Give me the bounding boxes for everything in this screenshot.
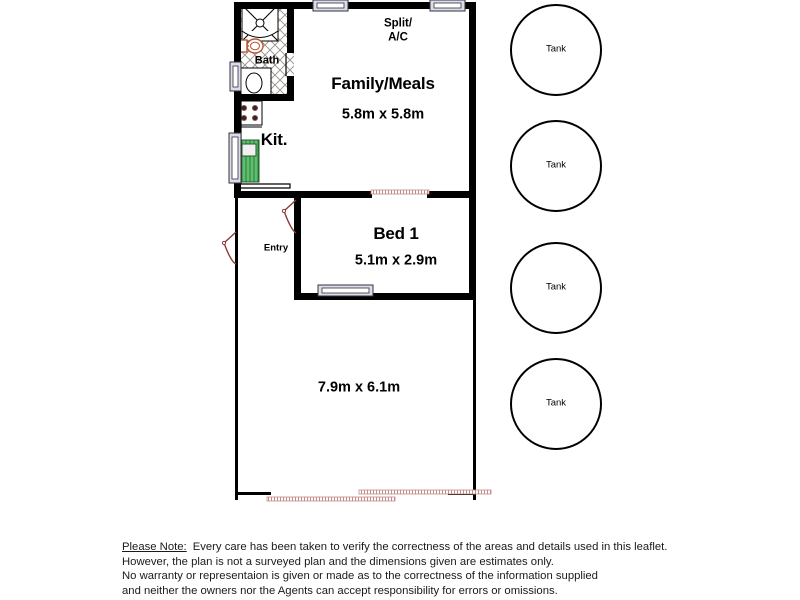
shower-fixture [242, 5, 278, 41]
room-dimension-family-meals: 5.8m x 5.8m [341, 106, 425, 123]
tank-label-1: Tank [545, 43, 567, 55]
room-label-bed-1: Bed 1 [373, 224, 419, 244]
split-ac-line-1: Split/ [383, 17, 413, 30]
tank-label-3: Tank [545, 281, 567, 293]
toilet-fixture [240, 39, 263, 53]
disclaimer-line-2: However, the plan is not a surveyed plan and the dimensions given are estimates only. [122, 555, 554, 568]
water-tanks [511, 5, 601, 449]
disclaimer-line-4: and neither the owners nor the Agents can accept responsibility for errors or omissions. [122, 584, 558, 597]
room-label-bath: Bath [254, 54, 280, 67]
split-ac-label [384, 17, 412, 46]
entry-front-door [222, 232, 236, 264]
room-label-family-meals: Family/Meals [331, 74, 435, 94]
room-label-entry: Entry [263, 242, 289, 254]
room-dimension-lower-room: 7.9m x 6.1m [317, 379, 401, 396]
disclaimer-line-3: No warranty or representaion is given or made as to the correctness of the information supplied [122, 570, 598, 583]
tank-label-4: Tank [545, 397, 567, 409]
room-label-kitchen: Kit. [260, 130, 288, 150]
kitchen-sink [239, 140, 259, 182]
room-dimension-bed-1: 5.1m x 2.9m [354, 252, 438, 269]
bed1-door [282, 200, 296, 233]
disclaimer-block [122, 540, 722, 598]
split-ac-line-2: A/C [388, 32, 408, 44]
disclaimer-text-1: Every care has been taken to verify the correctness of the areas and details used in this leaflet. [192, 541, 668, 553]
disclaimer-line-1 [122, 540, 722, 555]
disclaimer-heading: Please Note: [122, 541, 187, 553]
tank-label-2: Tank [545, 159, 567, 171]
basin-fixture [241, 68, 271, 98]
